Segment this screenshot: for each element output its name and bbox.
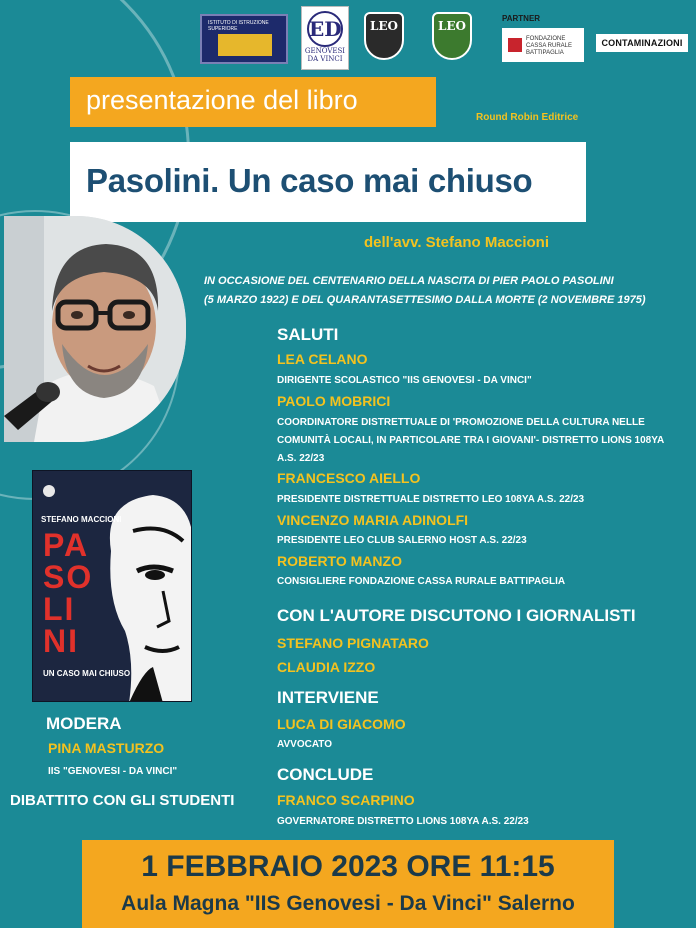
event-banner <box>82 840 614 928</box>
school-logo-text: ISTITUTO DI ISTRUZIONE SUPERIORE <box>208 20 269 32</box>
event-date: 1 FEBBRAIO 2023 ORE 11:15 <box>141 850 555 883</box>
contaminazioni-logo: CONTAMINAZIONI <box>596 34 688 52</box>
conclude-name: FRANCO SCARPINO <box>277 792 415 808</box>
occasion-text <box>204 272 684 310</box>
leo-text: LEO <box>437 19 467 33</box>
book-title-line: SO <box>43 559 94 595</box>
title-banner <box>70 142 586 222</box>
debate-label: DIBATTITO CON GLI STUDENTI <box>10 792 235 809</box>
book-title-line: PA <box>43 527 90 563</box>
leo-club-logo <box>364 12 408 64</box>
leo-text: LEO <box>369 19 399 33</box>
interviene-heading: INTERVIENE <box>277 688 379 707</box>
castle-icon <box>218 34 272 56</box>
interviene-role: AVVOCATO <box>277 739 333 750</box>
speaker-name: FRANCESCO AIELLO <box>277 470 421 486</box>
fondazione-logo <box>502 28 584 62</box>
speaker-role: CONSIGLIERE FONDAZIONE CASSA RURALE BATTIPAGLIA <box>277 576 566 587</box>
saluti-heading: SALUTI <box>277 325 339 344</box>
speaker-name: ROBERTO MANZO <box>277 553 402 569</box>
book-cover <box>32 470 192 702</box>
book-title: Pasolini. Un caso mai chiuso <box>86 162 533 199</box>
conclude-heading: CONCLUDE <box>277 765 374 784</box>
book-author: dell'avv. Stefano Maccioni <box>364 234 550 251</box>
genovesi-caption: GENOVESI DA VINCI <box>304 47 346 63</box>
book-cover-title <box>43 529 93 657</box>
bank-icon <box>508 38 522 52</box>
speaker-role: PRESIDENTE LEO CLUB SALERNO HOST A.S. 22/23 <box>277 535 527 546</box>
school-logo <box>200 14 288 64</box>
journalists-heading: CON L'AUTORE DISCUTONO I GIORNALISTI <box>277 606 636 625</box>
genovesi-da-vinci-logo <box>301 6 349 70</box>
journalist-name: STEFANO PIGNATARO <box>277 635 429 651</box>
speaker-role: PRESIDENTE DISTRETTUALE DISTRETTO LEO 108YA A.S. 22/23 <box>277 494 585 505</box>
book-cover-subtitle: UN CASO MAI CHIUSO <box>43 669 131 678</box>
gdv-emblem-icon: ED <box>307 11 343 47</box>
book-title-line: NI <box>43 623 79 659</box>
event-place: Aula Magna "IIS Genovesi - Da Vinci" Salerno <box>121 892 575 915</box>
book-title-line: LI <box>43 591 76 627</box>
journalist-name: CLAUDIA IZZO <box>277 659 376 675</box>
leo-shield-icon <box>364 12 404 60</box>
interviene-name: LUCA DI GIACOMO <box>277 716 406 732</box>
speaker-role: COORDINATORE DISTRETTUALE DI 'PROMOZIONE DELLA CULTURA NELLE COMUNITÀ LOCALI, IN PARTICOLARE TRA I GIOVANI'- DISTRETTO LIONS 108YA A.S. 22/23 <box>277 417 664 464</box>
publisher: Round Robin Editrice <box>476 112 579 123</box>
speaker-role: DIRIGENTE SCOLASTICO "IIS GENOVESI - DA VINCI" <box>277 375 532 386</box>
speaker-name: LEA CELANO <box>277 351 368 367</box>
moderator-role: IIS "GENOVESI - DA VINCI" <box>48 766 178 777</box>
fondazione-text: FONDAZIONE CASSA RURALE BATTIPAGLIA <box>526 36 573 56</box>
modera-heading: MODERA <box>46 714 122 733</box>
speaker-name: VINCENZO MARIA ADINOLFI <box>277 512 469 528</box>
partner-label: PARTNER <box>502 14 541 23</box>
book-cover-author: STEFANO MACCIONI <box>41 515 122 524</box>
leo-shield-icon <box>432 12 472 60</box>
presentation-label: presentazione del libro <box>86 85 358 115</box>
leo-district-logo <box>432 12 476 64</box>
speaker-name: PAOLO MOBRICI <box>277 393 391 409</box>
conclude-role: GOVERNATORE DISTRETTO LIONS 108YA A.S. 22/23 <box>277 816 529 827</box>
moderator-name: PINA MASTURZO <box>48 740 165 756</box>
presentation-banner <box>70 77 436 127</box>
occasion-line: (5 MARZO 1922) E DEL QUARANTASETTESIMO DALLA MORTE (2 NOVEMBRE 1975) <box>204 294 646 306</box>
occasion-line: IN OCCASIONE DEL CENTENARIO DELLA NASCITA DI PIER PAOLO PASOLINI <box>204 275 614 287</box>
